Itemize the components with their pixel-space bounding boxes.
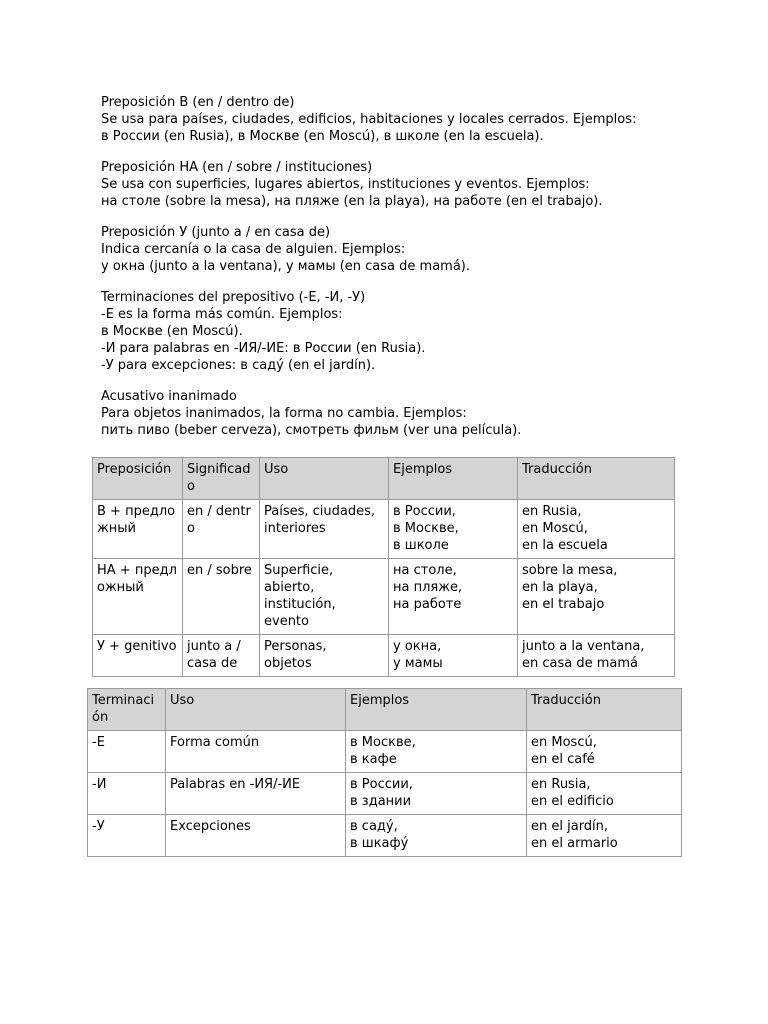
cell-line: у окна,	[393, 639, 442, 654]
cell-line: на работе	[393, 597, 462, 612]
table-cell	[88, 815, 166, 857]
section-endings	[101, 289, 741, 374]
table-cell	[93, 635, 183, 677]
cell-line: в Москве,	[350, 735, 416, 750]
cell-line: en / sobre	[187, 563, 252, 578]
cell-line: в саду́,	[350, 819, 398, 834]
cell-line: junto a la ventana,	[522, 639, 645, 654]
cell-line: -И	[92, 777, 107, 792]
cell-line: Excepciones	[170, 819, 251, 834]
table-row	[93, 559, 675, 635]
cell-line: В + предло жный	[97, 504, 176, 536]
cell-line: У + genitivo	[97, 639, 177, 654]
cell-line: institución,	[264, 597, 336, 612]
table-cell	[93, 500, 183, 559]
table-cell	[183, 635, 260, 677]
table-cell	[166, 815, 346, 857]
table-cell	[346, 773, 527, 815]
cell-line: в здании	[350, 794, 412, 809]
section-line: на столе (sobre la mesa), на пляже (en la playa), на работе (en el trabajo).	[101, 194, 603, 209]
table-header-cell: Preposición	[93, 458, 183, 500]
table-header-cell: Ejemplos	[389, 458, 518, 500]
cell-line: en / dentr o	[187, 504, 251, 536]
section-line: пить пиво (beber cerveza), смотреть фильм (ver una película).	[101, 423, 522, 438]
cell-line: на столе,	[393, 563, 457, 578]
cell-line: en el jardín,	[531, 819, 609, 834]
table-header-cell: Uso	[166, 689, 346, 731]
table-cell	[518, 559, 675, 635]
cell-line: casa de	[187, 656, 238, 671]
table-cell	[389, 635, 518, 677]
cell-line: Palabras en -ИЯ/-ИЕ	[170, 777, 301, 792]
cell-line: junto a /	[187, 639, 241, 654]
table-header-cell: Uso	[260, 458, 389, 500]
table-cell	[389, 500, 518, 559]
cell-line: на пляже,	[393, 580, 463, 595]
table-cell	[88, 731, 166, 773]
table-cell	[527, 773, 682, 815]
section-line: Para objetos inanimados, la forma no cambia. Ejemplos:	[101, 406, 467, 421]
cell-line: в России,	[393, 504, 456, 519]
table-cell	[389, 559, 518, 635]
section-line: Indica cercanía o la casa de alguien. Ejemplos:	[101, 242, 406, 257]
section-line: Preposición НА (en / sobre / instituciones)	[101, 160, 373, 175]
cell-line: objetos	[264, 656, 312, 671]
cell-line: en el café	[531, 752, 595, 767]
table-cell	[166, 731, 346, 773]
cell-line: у мамы	[393, 656, 443, 671]
table-row	[88, 773, 682, 815]
section-line: -У para excepciones: в саду́ (en el jardín).	[101, 358, 376, 373]
table-cell	[518, 635, 675, 677]
cell-line: evento	[264, 614, 309, 629]
section-line: Preposición В (en / dentro de)	[101, 95, 295, 110]
section-line: в Москве (en Moscú).	[101, 324, 243, 339]
table-cell	[527, 731, 682, 773]
section-line: -Е es la forma más común. Ejemplos:	[101, 307, 343, 322]
section-line: в России (en Rusia), в Москве (en Moscú), в школе (en la escuela).	[101, 129, 544, 144]
table-cell	[183, 559, 260, 635]
table-cell	[183, 500, 260, 559]
table-cell	[527, 815, 682, 857]
section-line: Acusativo inanimado	[101, 389, 237, 404]
cell-line: -У	[92, 819, 105, 834]
section-line: Se usa con superficies, lugares abiertos, instituciones y eventos. Ejemplos:	[101, 177, 590, 192]
cell-line: Forma común	[170, 735, 260, 750]
cell-line: sobre la mesa,	[522, 563, 618, 578]
section-line: Terminaciones del prepositivo (-Е, -И, -У)	[101, 290, 366, 305]
cell-line: en el edificio	[531, 794, 614, 809]
cell-line: Personas,	[264, 639, 327, 654]
cell-line: en Rusia,	[531, 777, 591, 792]
table-row	[93, 635, 675, 677]
cell-line: en Moscú,	[531, 735, 597, 750]
cell-line: -Е	[92, 735, 105, 750]
table-header-row	[93, 458, 675, 500]
prepositions-table	[92, 457, 675, 677]
cell-line: interiores	[264, 521, 326, 536]
cell-line: en la playa,	[522, 580, 598, 595]
section-line: у окна (junto a la ventana), у мамы (en casa de mamá).	[101, 259, 470, 274]
table-header-cell: Terminaci ón	[88, 689, 166, 731]
cell-line: en Moscú,	[522, 521, 588, 536]
cell-line: в России,	[350, 777, 413, 792]
text-sections	[101, 94, 741, 453]
table-header-row	[88, 689, 682, 731]
cell-line: en la escuela	[522, 538, 608, 553]
table-header-cell: Ejemplos	[346, 689, 527, 731]
table-row	[93, 500, 675, 559]
cell-line: Superficie,	[264, 563, 334, 578]
table-cell	[260, 559, 389, 635]
cell-line: en el armario	[531, 836, 618, 851]
section-accusative	[101, 388, 741, 439]
table-cell	[346, 815, 527, 857]
section-line: Preposición У (junto a / en casa de)	[101, 225, 331, 240]
section-preposition-v	[101, 94, 741, 145]
section-preposition-na	[101, 159, 741, 210]
cell-line: НА + предл ожный	[97, 563, 177, 595]
table-cell	[166, 773, 346, 815]
table-row	[88, 815, 682, 857]
cell-line: en casa de mamá	[522, 656, 638, 671]
table-cell	[93, 559, 183, 635]
endings-table	[87, 688, 682, 857]
cell-line: Países, ciudades,	[264, 504, 376, 519]
cell-line: abierto,	[264, 580, 315, 595]
section-line: -И para palabras en -ИЯ/-ИЕ: в России (en Rusia).	[101, 341, 426, 356]
cell-line: en el trabajo	[522, 597, 605, 612]
table-cell	[346, 731, 527, 773]
cell-line: в школе	[393, 538, 449, 553]
cell-line: en Rusia,	[522, 504, 582, 519]
table-cell	[518, 500, 675, 559]
table-cell	[88, 773, 166, 815]
section-line: Se usa para países, ciudades, edificios, habitaciones y locales cerrados. Ejemplos:	[101, 112, 637, 127]
table-header-cell: Traducción	[527, 689, 682, 731]
cell-line: в шкафу́	[350, 836, 409, 851]
table-cell	[260, 500, 389, 559]
cell-line: в Москве,	[393, 521, 459, 536]
table-header-cell: Traducción	[518, 458, 675, 500]
table-cell	[260, 635, 389, 677]
section-preposition-u	[101, 224, 741, 275]
table-header-cell: Significad o	[183, 458, 260, 500]
table-row	[88, 731, 682, 773]
cell-line: в кафе	[350, 752, 397, 767]
